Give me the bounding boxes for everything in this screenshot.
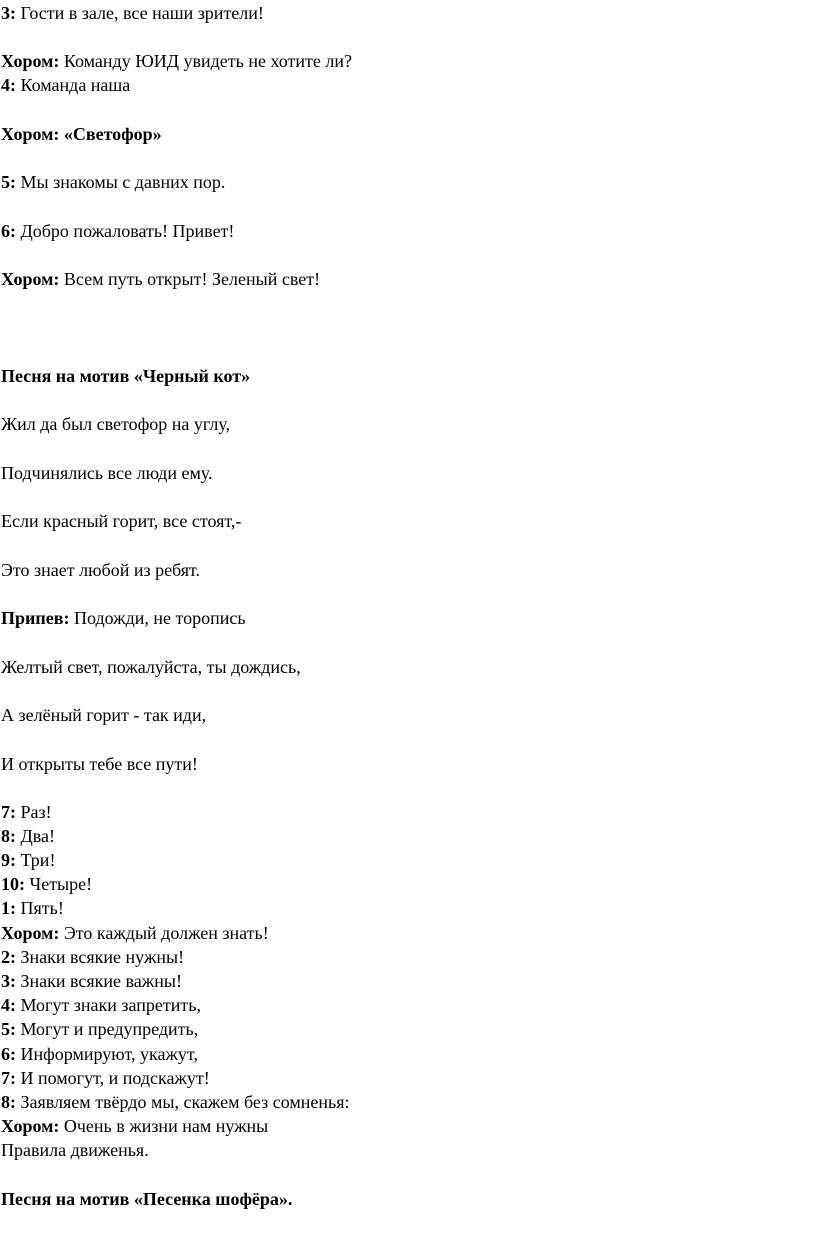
line-text: Знаки всякие нужны!: [16, 947, 185, 967]
speaker-label: 1:: [1, 898, 16, 918]
line-text: Четыре!: [25, 874, 93, 894]
line-text: Заявляем твёрдо мы, скажем без сомненья:: [16, 1092, 350, 1112]
speaker-label: 8:: [1, 1092, 16, 1112]
speaker-label: 6:: [1, 221, 16, 241]
speaker-label: 5:: [1, 172, 16, 192]
line-text: Если красный горит, все стоят,-: [1, 511, 242, 531]
line-text: Желтый свет, пожалуйста, ты дождись,: [1, 657, 301, 677]
line-text: Это знает любой из ребят.: [1, 560, 201, 580]
script-line: [1, 801, 52, 823]
line-text: Жил да был светофор на углу,: [1, 414, 231, 434]
line-text: Это каждый должен знать!: [59, 923, 269, 943]
song-line: [1, 656, 301, 678]
line-text: Подожди, не торопись: [69, 608, 246, 628]
song-title: Песня на мотив «Черный кот»: [1, 366, 251, 386]
speaker-label: 5:: [1, 1019, 16, 1039]
line-text: Гости в зале, все наши зрители!: [16, 3, 264, 23]
script-line: [1, 268, 320, 290]
script-line: [1, 123, 162, 145]
speaker-label: Хором: «Светофор»: [1, 124, 162, 144]
script-line: [1, 946, 184, 968]
line-text: И открыты тебе все пути!: [1, 754, 198, 774]
song-line: [1, 462, 213, 484]
song-line: [1, 753, 198, 775]
speaker-label: 6:: [1, 1044, 16, 1064]
line-text: Два!: [16, 826, 56, 846]
song-title: Песня на мотив «Песенка шофёра».: [1, 1189, 293, 1209]
speaker-label: Хором:: [1, 1116, 60, 1136]
line-text: Могут и предупредить,: [16, 1019, 199, 1039]
line-text: Очень в жизни нам нужны: [59, 1116, 269, 1136]
line-text: Всем путь открыт! Зеленый свет!: [59, 269, 321, 289]
line-text: Мы знакомы с давних пор.: [16, 172, 226, 192]
script-line: [1, 1115, 268, 1137]
speaker-label: 7:: [1, 802, 16, 822]
speaker-label: 4:: [1, 75, 16, 95]
speaker-label: 10:: [1, 874, 25, 894]
song-line: [1, 413, 230, 435]
line-text: Подчинялись все люди ему.: [1, 463, 213, 483]
line-text: Пять!: [16, 898, 64, 918]
speaker-label: 3:: [1, 971, 16, 991]
script-line: [1, 970, 182, 992]
script-line: [1, 220, 234, 242]
speaker-label: Хором:: [1, 51, 60, 71]
script-line: [1, 922, 269, 944]
line-text: Команда наша: [16, 75, 131, 95]
line-text: Три!: [16, 850, 56, 870]
speaker-label: 3:: [1, 3, 16, 23]
song-line: [1, 510, 241, 532]
speaker-label: 8:: [1, 826, 16, 846]
script-line: [1, 1043, 198, 1065]
script-line: [1, 74, 130, 96]
script-line: [1, 1091, 350, 1113]
song-line: [1, 607, 246, 629]
song-heading: [1, 1188, 292, 1210]
script-line: [1, 897, 64, 919]
speaker-label: 2:: [1, 947, 16, 967]
line-text: Информируют, укажут,: [16, 1044, 198, 1064]
line-text: И помогут, и подскажут!: [16, 1068, 210, 1088]
line-text: Знаки всякие важны!: [16, 971, 182, 991]
script-line: [1, 1139, 149, 1161]
script-line: [1, 171, 225, 193]
script-line: [1, 1067, 210, 1089]
speaker-label: 7:: [1, 1068, 16, 1088]
script-line: [1, 825, 55, 847]
speaker-label: Хором:: [1, 923, 60, 943]
speaker-label: 9:: [1, 850, 16, 870]
line-text: А зелёный горит - так иди,: [1, 705, 207, 725]
script-line: [1, 1018, 198, 1040]
script-line: [1, 849, 55, 871]
line-text: Команду ЮИД увидеть не хотите ли?: [59, 51, 352, 71]
speaker-label: Хором:: [1, 269, 60, 289]
line-text: Добро пожаловать! Привет!: [16, 221, 235, 241]
song-line: [1, 559, 200, 581]
line-text: Раз!: [16, 802, 52, 822]
chorus-label: Припев:: [1, 608, 70, 628]
line-text: Правила движенья.: [1, 1140, 149, 1160]
script-line: [1, 873, 92, 895]
song-line: [1, 704, 206, 726]
line-text: Могут знаки запретить,: [16, 995, 201, 1015]
script-line: [1, 994, 201, 1016]
script-line: [1, 50, 352, 72]
speaker-label: 4:: [1, 995, 16, 1015]
script-line: [1, 2, 264, 24]
song-heading: [1, 365, 250, 387]
